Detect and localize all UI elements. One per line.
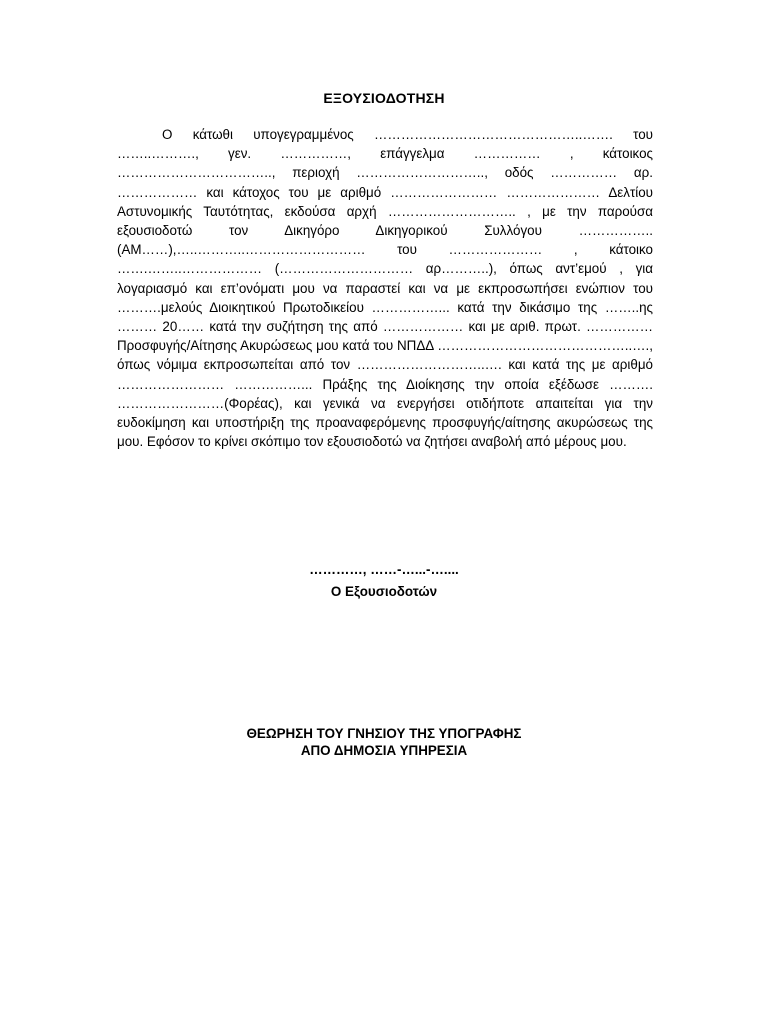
authorization-body bbox=[117, 125, 653, 451]
authorization-paragraph: Ο κάτωθι υπογεγραμμένος ………………………………………..……. του ……..………., γεν. ……………, επάγγελμα …………… , κάτοικος …………………………….., περιοχή ……………………….., οδός …………… αρ. ……………… και κάτοχος του με αριθμό …………………… ………………… Δελτίου Αστυνομικής Ταυτότητας, εκδούσα αρχή ……………………….. , με την παρούσα εξουσιοδοτώ τον Δικηγόρο Δικηγορικού Συλλόγου ……………..(ΑΜ……),…..………..……………………… του ………………… , κάτοικο …….……..……………… (………………………… αρ………..), όπως αντ’εμού , για λογαριασμό και επ’ονόματι μου να παραστεί και να με εκπροσωπήσει ενώπιον του ……….μελούς Διοικητικού Πρωτοδικείου ……………... κατά την δικάσιμο της ……..ης ……… 20…… κατά την συζήτηση της από ……………… και με αριθ. πρωτ. …………… Προσφυγής/Αίτησης Ακυρώσεως μου κατά του ΝΠΔΔ ……………………………………..…., όπως νόμιμα εκπροσωπείται από τον ………………………..…. και κατά της με αριθμό …………………… ……………... Πράξης της Διοίκησης την οποία εξέδωσε ………. ……………………(Φορέας), και γενικά να ενεργήσει οτιδήποτε απαιτείται για την ευδοκίμηση και υποστήριξη της προαναφερόμενης προσφυγής/αίτησης ακυρώσεως της μου. Εφόσον το κρίνει σκόπιμο τον εξουσιοδοτώ να ζητήσει αναβολή από μέρους μου. bbox=[117, 127, 653, 450]
signature-certification bbox=[0, 725, 768, 759]
certification-line-2: ΑΠΟ ΔΗΜΟΣΙΑ ΥΠΗΡΕΣΙΑ bbox=[300, 743, 468, 758]
document-title: ΕΞΟΥΣΙΟΔΟΤΗΣΗ bbox=[323, 90, 445, 106]
place-date-line: …………, ……-…...-….... bbox=[309, 562, 459, 577]
certification-line-1: ΘΕΩΡΗΣΗ ΤΟΥ ΓΝΗΣΙΟΥ ΤΗΣ ΥΠΟΓΡΑΦΗΣ bbox=[246, 726, 522, 741]
signer-label: Ο Εξουσιοδοτών bbox=[330, 584, 438, 599]
